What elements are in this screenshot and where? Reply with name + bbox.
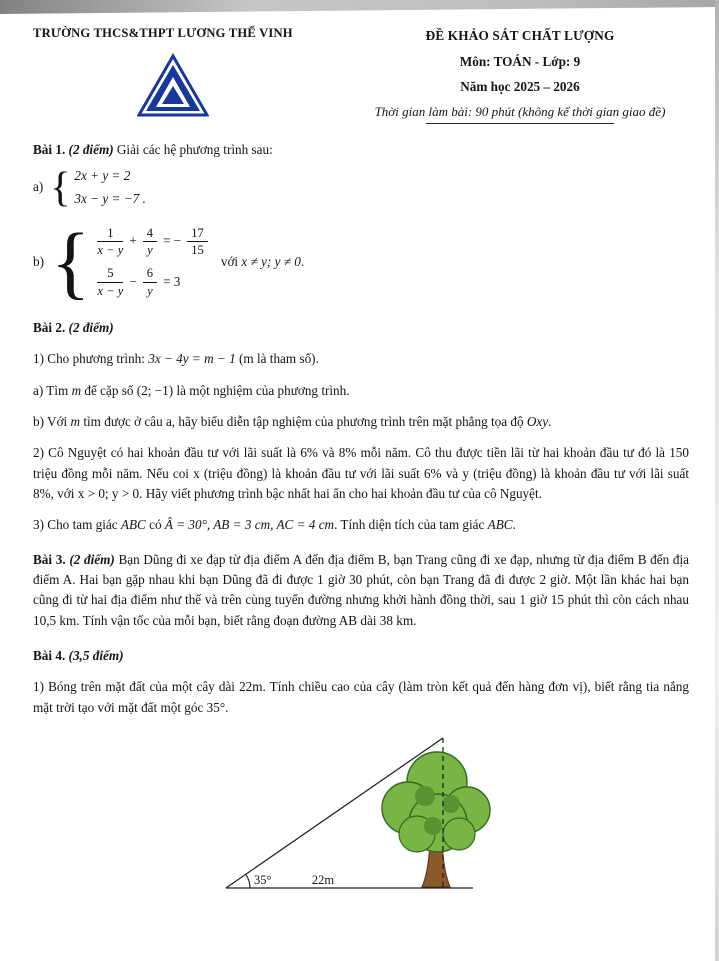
q1b-mid: tìm được ở câu a, hãy biểu diễn tập nghiệm của phương trình trên mặt phẳng tọa độ	[83, 413, 524, 429]
q1-text: 1) Cho phương trình:	[33, 351, 145, 367]
denominator: x − y	[97, 243, 124, 258]
q3-text: 3) Cho tam giác	[33, 517, 118, 533]
fraction	[97, 266, 123, 298]
bai3-points: (2 điểm)	[69, 551, 115, 567]
numerator: 5	[97, 266, 123, 282]
fraction	[97, 226, 123, 258]
condition	[221, 252, 304, 272]
bai2-label: Bài 2.	[33, 319, 66, 335]
q3-period: .	[512, 517, 516, 533]
bai4-q1-text: 1) Bóng trên mặt đất của một cây dài 22m. Tính chiều cao của cây (làm tròn kết quả đến hàng đơn vị), biết rằng tia nắng mặt trời tạo với mặt đất một góc 35°.	[33, 679, 689, 715]
equation-stack	[97, 226, 207, 299]
bai4-q1	[33, 677, 689, 718]
school-logo	[137, 53, 209, 125]
figure-container	[211, 726, 689, 913]
equation-1	[97, 226, 207, 258]
q1-equation: 3x − 4y = m − 1	[148, 351, 236, 367]
duration-line: Thời gian làm bài: 90 phút (không kể thời gian giao đề)	[374, 104, 666, 119]
operator: +	[129, 233, 137, 249]
bai1-heading	[33, 140, 689, 160]
header-right	[351, 26, 689, 125]
bai1-points: (2 điểm)	[68, 142, 114, 157]
fraction	[187, 226, 208, 258]
bai4-label: Bài 4.	[33, 647, 66, 663]
bai2-q2	[33, 443, 689, 504]
bai2-points: (2 điểm)	[68, 319, 114, 335]
bai2-q3	[33, 515, 689, 535]
exam-title: ĐỀ KHẢO SÁT CHẤT LƯỢNG	[425, 28, 615, 43]
tree-foliage-shade	[424, 817, 442, 835]
subject-line: Môn: TOÁN - Lớp: 9	[459, 54, 581, 69]
tree-foliage	[443, 818, 475, 850]
bai2-q1	[33, 349, 689, 369]
numerator: 17	[187, 226, 208, 242]
q1b-tail: .	[548, 413, 552, 429]
equation-2	[97, 266, 207, 298]
header	[33, 26, 689, 125]
q3-tail: . Tính diện tích của tam giác	[334, 517, 485, 533]
bai3-text: Bạn Dũng đi xe đạp từ địa điểm A đến địa điểm B, bạn Trang cũng đi xe đạp, nhưng từ địa điểm B đến địa điểm A. Hai bạn gặp nhau khi bạn Dũng đã đi được 1 giờ 30 phút, còn bạn Trang đã đi được 2 giờ. Một lần khác hai bạn cũng đi từ hai địa điểm như thế và trên cùng tuyến đường nhưng khởi hành đồng thời, sau 1 giờ 15 phút thì còn cách nhau 10,5 km. Tính vận tốc của mỗi bạn, biết rằng đoạn đường AB dài 38 km.	[33, 551, 690, 628]
photo-right-edge	[715, 0, 719, 961]
angle-arc	[246, 874, 250, 888]
period: .	[142, 190, 146, 206]
bai1-intro: Giải các hệ phương trình sau:	[116, 142, 273, 157]
fraction	[143, 226, 157, 258]
tree-shadow-figure	[211, 726, 511, 908]
q3-givens: Â = 30°, AB = 3 cm, AC = 4 cm	[164, 517, 335, 533]
bai1-label: Bài 1.	[33, 142, 66, 157]
numerator: 6	[143, 266, 157, 282]
equation-1: 2x + y = 2	[74, 168, 131, 184]
q1a-tail: là một nghiệm của phương trình.	[176, 382, 350, 398]
denominator: y	[147, 243, 153, 258]
bai2-heading	[33, 318, 689, 338]
q3-triangle-name-2: ABC	[487, 517, 513, 533]
q1b-var: m	[70, 413, 81, 429]
tree-foliage-shade	[442, 795, 460, 813]
q2-text: 2) Cô Nguyệt có hai khoản đầu tư với lãi suất là 6% và 8% mỗi năm. Cô thu được tiền lãi từ hai khoản đầu tư đó là 150 triệu đồng mỗi năm. Nếu coi x (triệu đồng) là khoản đầu tư với lãi suất 6% và y (triệu đồng) là khoản đầu tư với lãi suất 8%, với x > 0; y > 0. Hãy viết phương trình bậc nhất hai ẩn cho hai khoản đầu tư của cô Nguyệt.	[33, 445, 689, 501]
bai2-q1a	[33, 381, 689, 401]
denominator: 15	[191, 243, 204, 258]
bai3-paragraph	[33, 550, 689, 631]
school-year: Năm học 2025 – 2026	[460, 79, 580, 94]
bai1a-system	[33, 166, 689, 209]
q1a-pair: (2; −1)	[136, 382, 174, 398]
relation: = 3	[163, 274, 181, 290]
q1a-var: m	[71, 382, 82, 398]
q1b-oxy: Oxy	[526, 413, 549, 429]
q1-tail: (m là tham số).	[239, 351, 319, 367]
base-label: 22m	[311, 872, 335, 887]
fraction	[143, 266, 157, 298]
relation: = −	[163, 233, 182, 249]
denominator: x − y	[97, 283, 124, 298]
equation-2: 3x − y = −7	[74, 190, 140, 206]
header-left	[33, 26, 351, 125]
condition-math: x ≠ y; y ≠ 0	[241, 253, 301, 269]
q1a-text: a) Tìm	[33, 382, 69, 398]
bai1b-system	[33, 215, 689, 307]
equation-stack	[74, 166, 139, 209]
denominator: y	[147, 283, 153, 298]
bai3-label: Bài 3.	[33, 551, 66, 567]
condition-period: .	[300, 253, 305, 269]
tree-foliage-shade	[415, 786, 435, 806]
q1a-mid: để cặp số	[84, 382, 134, 398]
bai4-points: (3,5 điểm)	[68, 647, 124, 663]
q1b-text: b) Với	[33, 413, 68, 429]
angle-label: 35°	[254, 872, 272, 887]
part-b-label: b)	[33, 253, 44, 269]
q3-mid: có	[149, 517, 162, 533]
bai2-q1b	[33, 412, 689, 432]
left-brace-icon: {	[51, 215, 91, 307]
school-name: TRƯỜNG THCS&THPT LƯƠNG THẾ VINH	[33, 26, 293, 40]
q3-triangle-name: ABC	[120, 517, 146, 533]
part-a-label: a)	[33, 179, 44, 195]
left-brace-icon: {	[50, 164, 71, 211]
numerator: 4	[143, 226, 157, 242]
tree-icon	[382, 752, 490, 887]
bai4-heading	[33, 646, 689, 666]
numerator: 1	[97, 226, 123, 242]
operator: −	[129, 274, 137, 290]
duration-underline	[426, 123, 614, 124]
condition-prefix: với	[220, 253, 239, 269]
